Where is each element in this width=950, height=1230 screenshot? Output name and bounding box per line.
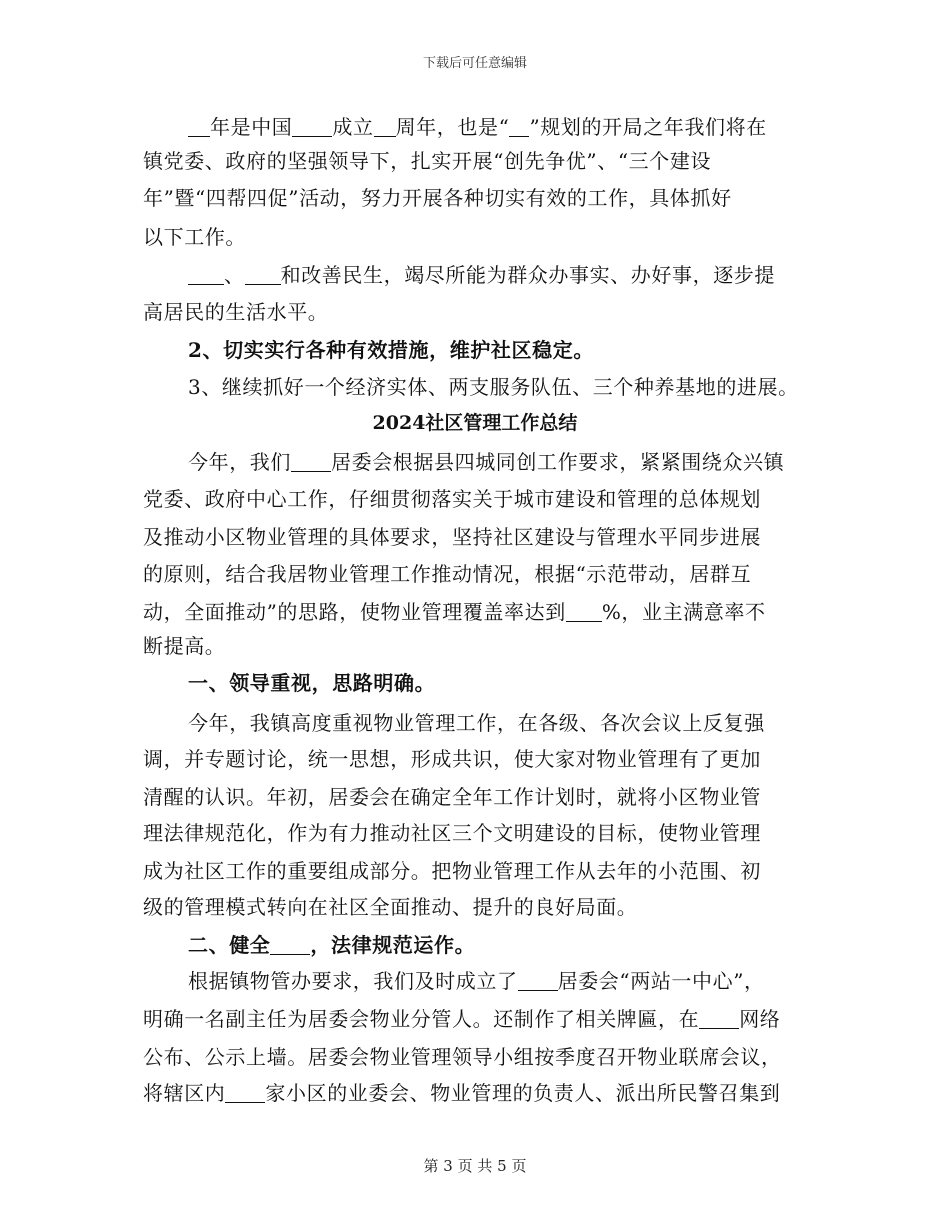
paragraph-5-line-5: 动，全面推动”的思路，使物业管理覆盖率达到 %，业主满意率不 (143, 600, 766, 624)
paragraph-2-line-2: 高居民的生活水平。 (143, 300, 329, 324)
fill-blank (509, 116, 529, 137)
paragraph-6-line-5: 成为社区工作的重要组成部分。把物业管理工作从去年的小范围、初 (143, 859, 761, 883)
paragraph-2-line-1: 、 和改善民生，竭尽所能为群众办事实、办好事，逐步提 (188, 260, 775, 290)
paragraph-5-line-4: 的原则，结合我居物业管理工作推动情况，根据“示范带动，居群互 (143, 562, 752, 586)
paragraph-5-line-6: 断提高。 (143, 634, 226, 658)
fill-blank (292, 116, 332, 137)
paragraph-7-line-4: 将辖区内 家小区的业委会、物业管理的负责人、派出所民警召集到 (143, 1081, 781, 1105)
paragraph-5-line-1: 今年，我们 居委会根据县四城同创工作要求，紧紧围绕众兴镇 (188, 450, 785, 474)
paragraph-7-line-1: 根据镇物管办要求，我们及时成立了 居委会“两站一中心”， (188, 969, 765, 993)
paragraph-6-line-3: 清醒的认识。年初，居委会在确定全年工作计划时，就将小区物业管 (143, 785, 761, 809)
fill-blank (245, 264, 281, 285)
paragraph-6-line-4: 理法律规范化，作为有力推动社区三个文明建设的目标，使物业管理 (143, 821, 761, 845)
item-2: 2、切实实行各种有效措施，维护社区稳定。 (188, 338, 594, 362)
fill-blank (270, 934, 310, 955)
fill-blank (699, 1008, 739, 1029)
paragraph-5-line-2: 党委、政府中心工作，仔细贯彻落实关于城市建设和管理的总体规划 (143, 487, 761, 511)
fill-blank (225, 1082, 265, 1103)
paragraph-5-line-3: 及推动小区物业管理的具体要求，坚持社区建设与管理水平同步进展 (143, 525, 761, 549)
fill-blank (188, 264, 224, 285)
item-3: 3、继续抓好一个经济实体、两支服务队伍、三个种养基地的进展。 (188, 375, 799, 399)
paragraph-1-line-4: 以下工作。 (143, 225, 246, 249)
page-footer: 第 3 页 共 5 页 (423, 1157, 527, 1175)
heading-2: 二、健全 ，法律规范运作。 (188, 933, 476, 957)
paragraph-1-line-2: 镇党委、政府的坚强领导下，扎实开展“创先争优”、“三个建设 (143, 149, 712, 173)
paragraph-1-line-1: 年是中国 成立 周年，也是“ ”规划的开局之年我们将在 (188, 112, 767, 142)
fill-blank (374, 116, 396, 137)
paragraph-6-line-2: 调，并专题讨论，统一思想，形成共识，使大家对物业管理有了更加 (143, 747, 761, 771)
fill-blank (566, 601, 602, 622)
fill-blank (291, 451, 331, 472)
fill-blank (188, 116, 210, 137)
paragraph-6-line-6: 级的管理模式转向在社区全面推动、提升的良好局面。 (143, 895, 638, 919)
paragraph-7-line-3: 公布、公示上墙。居委会物业管理领导小组按季度召开物业联席会议， (143, 1045, 782, 1069)
heading-1: 一、领导重视，思路明确。 (188, 671, 436, 695)
page-header: 下载后可任意编辑 (422, 56, 527, 71)
paragraph-7-line-2: 明确一名副主任为居委会物业分管人。还制作了相关牌匾，在 网络 (143, 1007, 781, 1031)
section-title: 2024社区管理工作总结 (372, 412, 578, 434)
fill-blank (518, 970, 558, 991)
paragraph-1-line-3: 年”暨“四帮四促”活动，努力开展各种切实有效的工作，具体抓好 (143, 186, 732, 210)
paragraph-6-line-1: 今年，我镇高度重视物业管理工作，在各级、各次会议上反复强 (188, 711, 765, 735)
